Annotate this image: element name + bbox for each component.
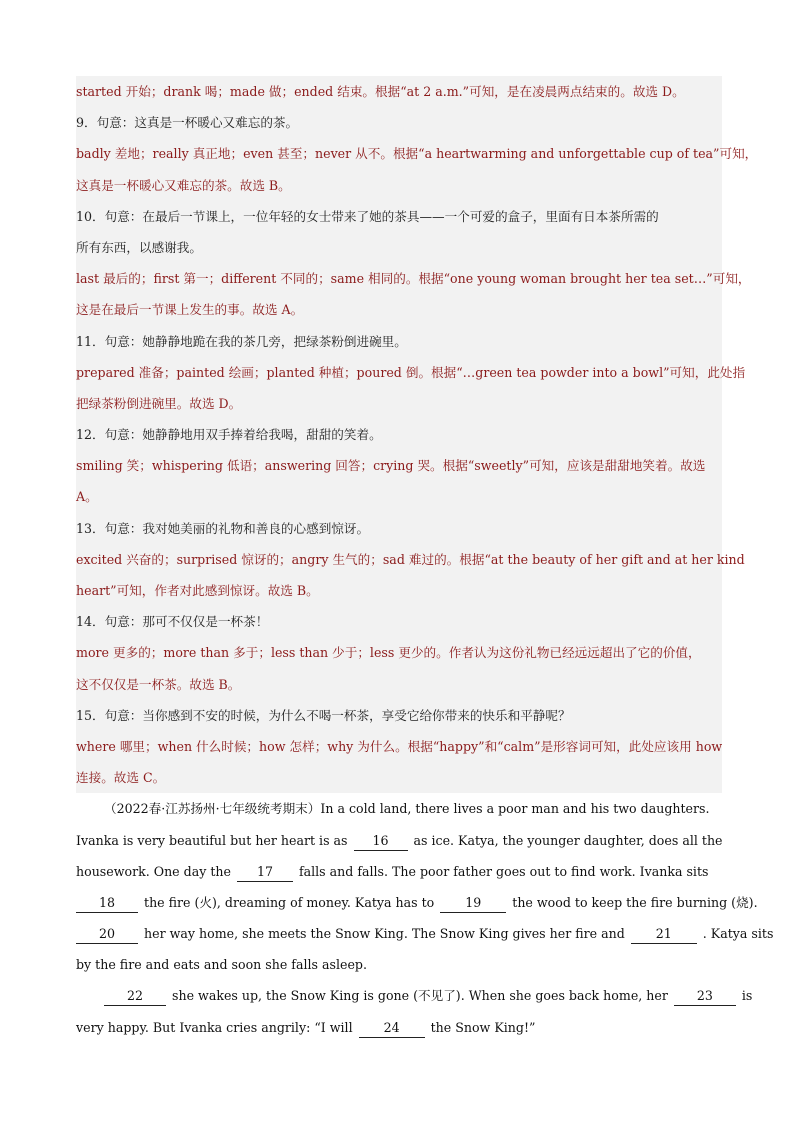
answer-line: 这是在最后一节课上发生的事。故选 A。 (76, 302, 304, 318)
passage-line (76, 887, 758, 918)
question-line: 9．句意：这真是一杯暖心又难忘的茶。 (76, 115, 299, 131)
blank-16[interactable] (354, 832, 408, 851)
blank-number: 24 (383, 1019, 400, 1035)
passage-text: the Snow King!” (426, 1019, 536, 1035)
passage-line (76, 1012, 722, 1043)
answer-line: 连接。故选 C。 (76, 770, 166, 786)
answer-line: 这真是一杯暖心又难忘的茶。故选 B。 (76, 177, 291, 193)
passage-line (76, 856, 722, 887)
passage-line (76, 949, 722, 980)
answer-line: where 哪里；when 什么时候；how 怎样；why 为什么。根据“happy”和“calm”是形容词可知，此处应该用 how (76, 738, 723, 754)
passage-text: as ice. Katya, the younger daughter, does all the (409, 832, 723, 848)
passage-text: （2022春·江苏扬州·七年级统考期末）In a cold land, there lives a poor man and his two daughters. (104, 801, 710, 817)
answer-line: prepared 准备；painted 绘画；planted 种植；poured 倒。根据“…green tea powder into a bowl”可知，此处指 (76, 364, 746, 380)
passage-text: housework. One day the (76, 863, 235, 879)
passage-text: falls and falls. The poor father goes out to find work. Ivanka sits (294, 863, 709, 879)
passage-line (76, 980, 753, 1011)
blank-19[interactable] (440, 894, 506, 913)
blank-number: 23 (696, 988, 713, 1004)
passage-text: her way home, she meets the Snow King. The Snow King gives her fire and (140, 926, 629, 942)
answer-line: 这不仅仅是一杯茶。故选 B。 (76, 676, 241, 692)
answer-line: last 最后的；first 第一；different 不同的；same 相同的。根据“one young woman brought her tea set…”可知， (76, 271, 751, 287)
question-line: 10．句意：在最后一节课上，一位年轻的女士带来了她的茶具——一个可爱的盒子，里面有日本茶所需的 (76, 208, 659, 224)
question-line: 11．句意：她静静地跪在我的茶几旁，把绿茶粉倒进碗里。 (76, 333, 407, 349)
passage-text: the fire (火), dreaming of money. Katya has to (140, 894, 439, 910)
question-line: 13．句意：我对她美丽的礼物和善良的心感到惊讶。 (76, 520, 370, 536)
blank-22[interactable] (104, 987, 166, 1006)
answer-line: more 更多的；more than 多于；less than 少于；less 更少的。作者认为这份礼物已经远远超出了它的价值， (76, 645, 701, 661)
answer-explanations (76, 76, 758, 793)
answer-line: smiling 笑；whispering 低语；answering 回答；crying 哭。根据“sweetly”可知，应该是甜甜地笑着。故选 (76, 458, 706, 474)
blank-18[interactable] (76, 894, 138, 913)
blank-21[interactable] (631, 925, 697, 944)
answer-line: heart”可知，作者对此感到惊讶。故选 B。 (76, 583, 319, 598)
document-page (76, 76, 774, 1043)
passage-text: the wood to keep the fire burning (烧). (508, 894, 758, 910)
blank-17[interactable] (237, 863, 293, 882)
passage-text: . Katya sits (698, 926, 774, 942)
blank-24[interactable] (359, 1019, 425, 1038)
answer-line: 把绿茶粉倒进碗里。故选 D。 (76, 395, 242, 411)
answer-line: badly 差地；really 真正地；even 甚至；never 从不。根据“a heartwarming and unforgettable cup of tea”可知， (76, 146, 758, 162)
blank-number: 18 (98, 894, 116, 910)
question-line: 14．句意：那可不仅仅是一杯茶！ (76, 614, 269, 630)
passage-line (76, 825, 722, 856)
question-line: 所有东西，以感谢我。 (76, 239, 202, 255)
blank-number: 19 (465, 894, 482, 910)
blank-23[interactable] (674, 987, 736, 1006)
passage-line (76, 793, 722, 824)
blank-number: 21 (655, 926, 672, 942)
answer-line: excited 兴奋的；surprised 惊讶的；angry 生气的；sad 难过的。根据“at the beauty of her gift and at her kind (76, 551, 745, 567)
blank-number: 20 (98, 926, 116, 942)
blank-number: 17 (256, 863, 273, 879)
blank-20[interactable] (76, 925, 138, 944)
cloze-passage (76, 793, 774, 1043)
passage-text: by the fire and eats and soon she falls asleep. (76, 957, 367, 973)
passage-text: Ivanka is very beautiful but her heart is as (76, 832, 352, 848)
blank-number: 22 (126, 988, 144, 1004)
passage-line (76, 918, 774, 949)
answer-line: A。 (76, 489, 98, 505)
passage-text: very happy. But Ivanka cries angrily: “I will (76, 1019, 357, 1035)
answer-line: started 开始；drank 喝；made 做；ended 结束。根据“at 2 a.m.”可知，是在凌晨两点结束的。故选 D。 (76, 84, 685, 99)
passage-text: she wakes up, the Snow King is gone (不见了). When she goes back home, her (168, 988, 672, 1004)
question-line: 15．句意：当你感到不安的时候，为什么不喝一杯茶，享受它给你带来的快乐和平静呢？ (76, 707, 571, 723)
blank-number: 16 (372, 832, 389, 848)
question-line: 12．句意：她静静地用双手捧着给我喝，甜甜的笑着。 (76, 427, 382, 443)
passage-text: is (737, 988, 753, 1004)
